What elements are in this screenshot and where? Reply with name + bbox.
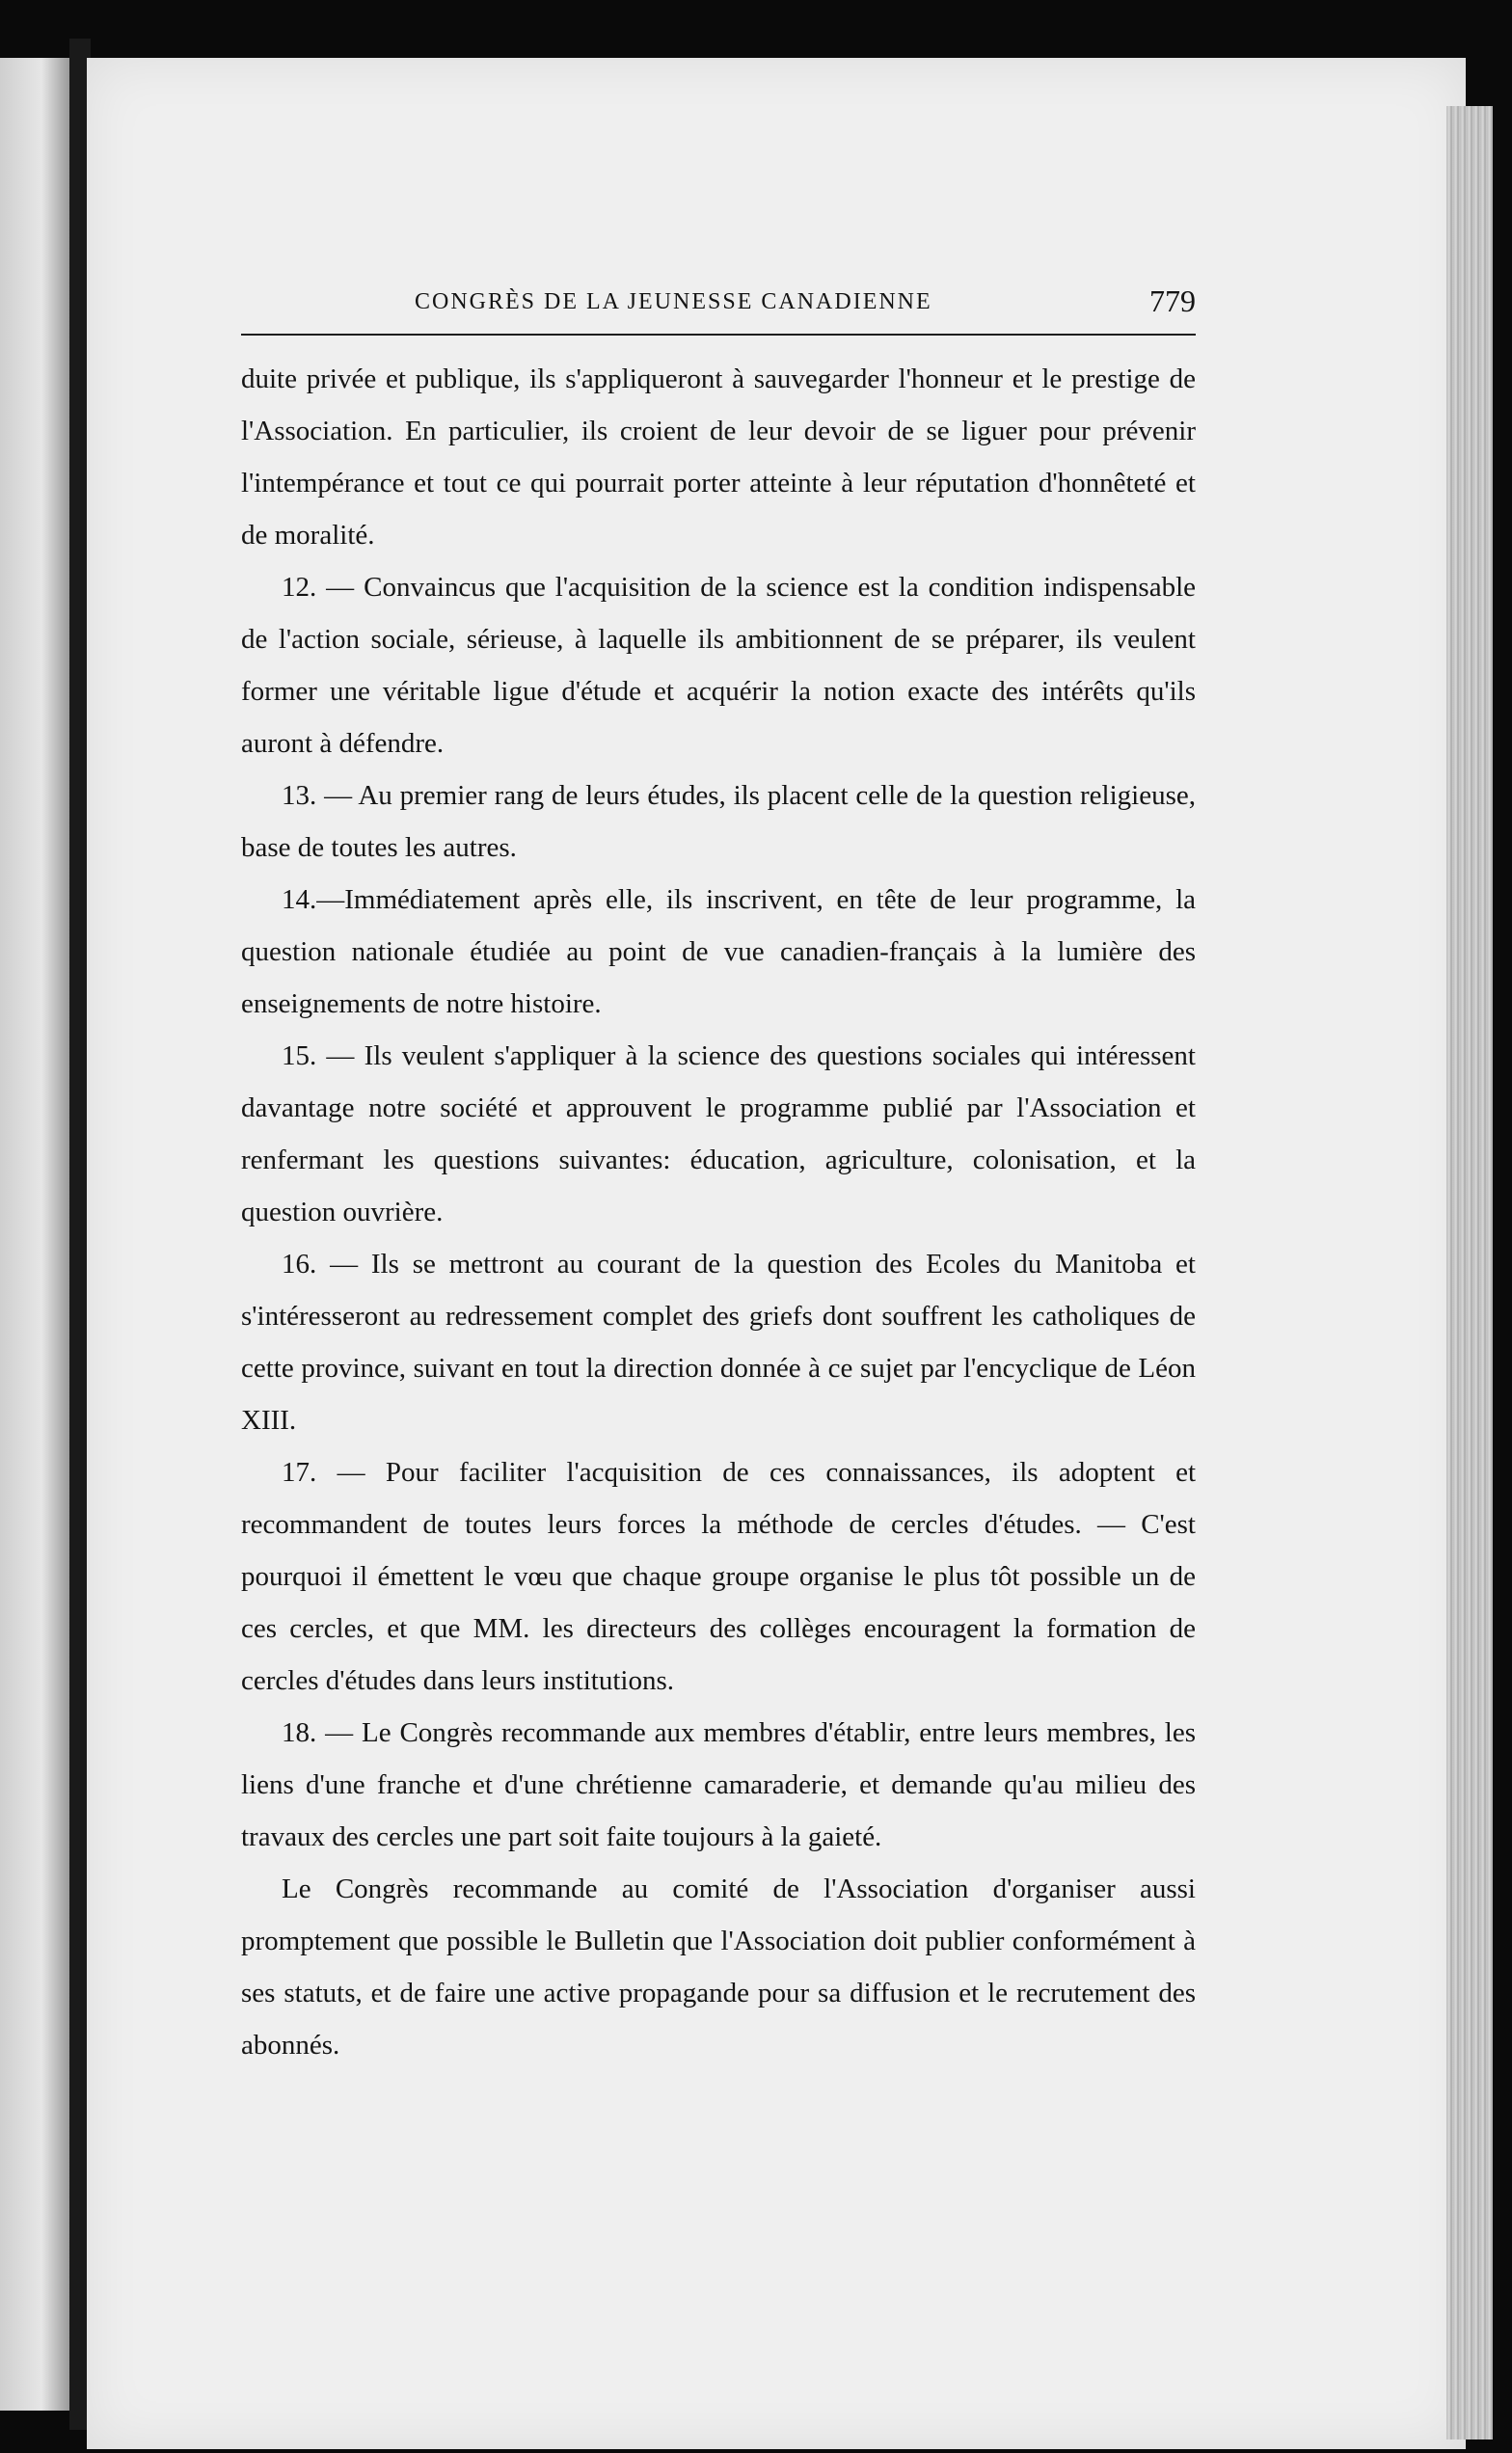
running-head (241, 280, 1196, 334)
article-14: 14.—Immédiatement après elle, ils inscrivent, en tête de leur programme, la question nationale étudiée au point de vue canadien-français à la lumière des enseignements de notre histoire. (241, 884, 1196, 1019)
article-12: 12. — Convaincus que l'acquisition de la science est la condition indispensable de l'action sociale, sérieuse, à laquelle ils ambitionnent de se préparer, ils veulent former une véritable ligue d'étude et acquérir la notion exacte des intérêts qu'ils auront à défendre. (241, 572, 1196, 759)
article-15: 15. — Ils veulent s'appliquer à la science des questions sociales qui intéressent davantage notre société et approuvent le programme publié par l'Association et renfermant les questions suivantes: éducation, agriculture, colonisation, et la question ouvrière. (241, 1040, 1196, 1227)
article-13: 13. — Au premier rang de leurs études, ils placent celle de la question religieuse, base de toutes les autres. (241, 780, 1196, 863)
body-text (241, 353, 1196, 2071)
paragraph-continuation: duite privée et publique, ils s'appliqueront à sauvegarder l'honneur et le prestige de l'Association. En particulier, ils croient de leur devoir de se liguer pour prévenir l'intempérance et tout ce qui pourrait porter atteinte à leur réputation d'honnêteté et de moralité. (241, 364, 1196, 551)
page-stack-edge (1446, 106, 1493, 2440)
running-title: CONGRÈS DE LA JEUNESSE CANADIENNE (415, 289, 932, 314)
page-number: 779 (1149, 283, 1196, 318)
previous-page-edge (0, 58, 69, 2411)
article-16: 16. — Ils se mettront au courant de la question des Ecoles du Manitoba et s'intéresseront au redressement complet des griefs dont souffrent les catholiques de cette province, suivant en tout la direction donnée à ce sujet par l'encyclique de Léon XIII. (241, 1249, 1196, 1436)
article-18: 18. — Le Congrès recommande aux membres d'établir, entre leurs membres, les liens d'une franche et d'une chrétienne camaraderie, et demande qu'au milieu des travaux des cercles une part soit faite toujours à la gaieté. (241, 1717, 1196, 1852)
header-rule (241, 334, 1196, 336)
page-content (241, 280, 1196, 2071)
closing-paragraph: Le Congrès recommande au comité de l'Association d'organiser aussi promptement que possible le Bulletin que l'Association doit publier conformément à ses statuts, et de faire une active propagande pour sa diffusion et le recrutement des abonnés. (241, 1873, 1196, 2061)
article-17: 17. — Pour faciliter l'acquisition de ces connaissances, ils adoptent et recommandent de toutes leurs forces la méthode de cercles d'études. — C'est pourquoi il émettent le vœu que chaque groupe organise le plus tôt possible un de ces cercles, et que MM. les directeurs des collèges encouragent la formation de cercles d'études dans leurs institutions. (241, 1457, 1196, 1696)
